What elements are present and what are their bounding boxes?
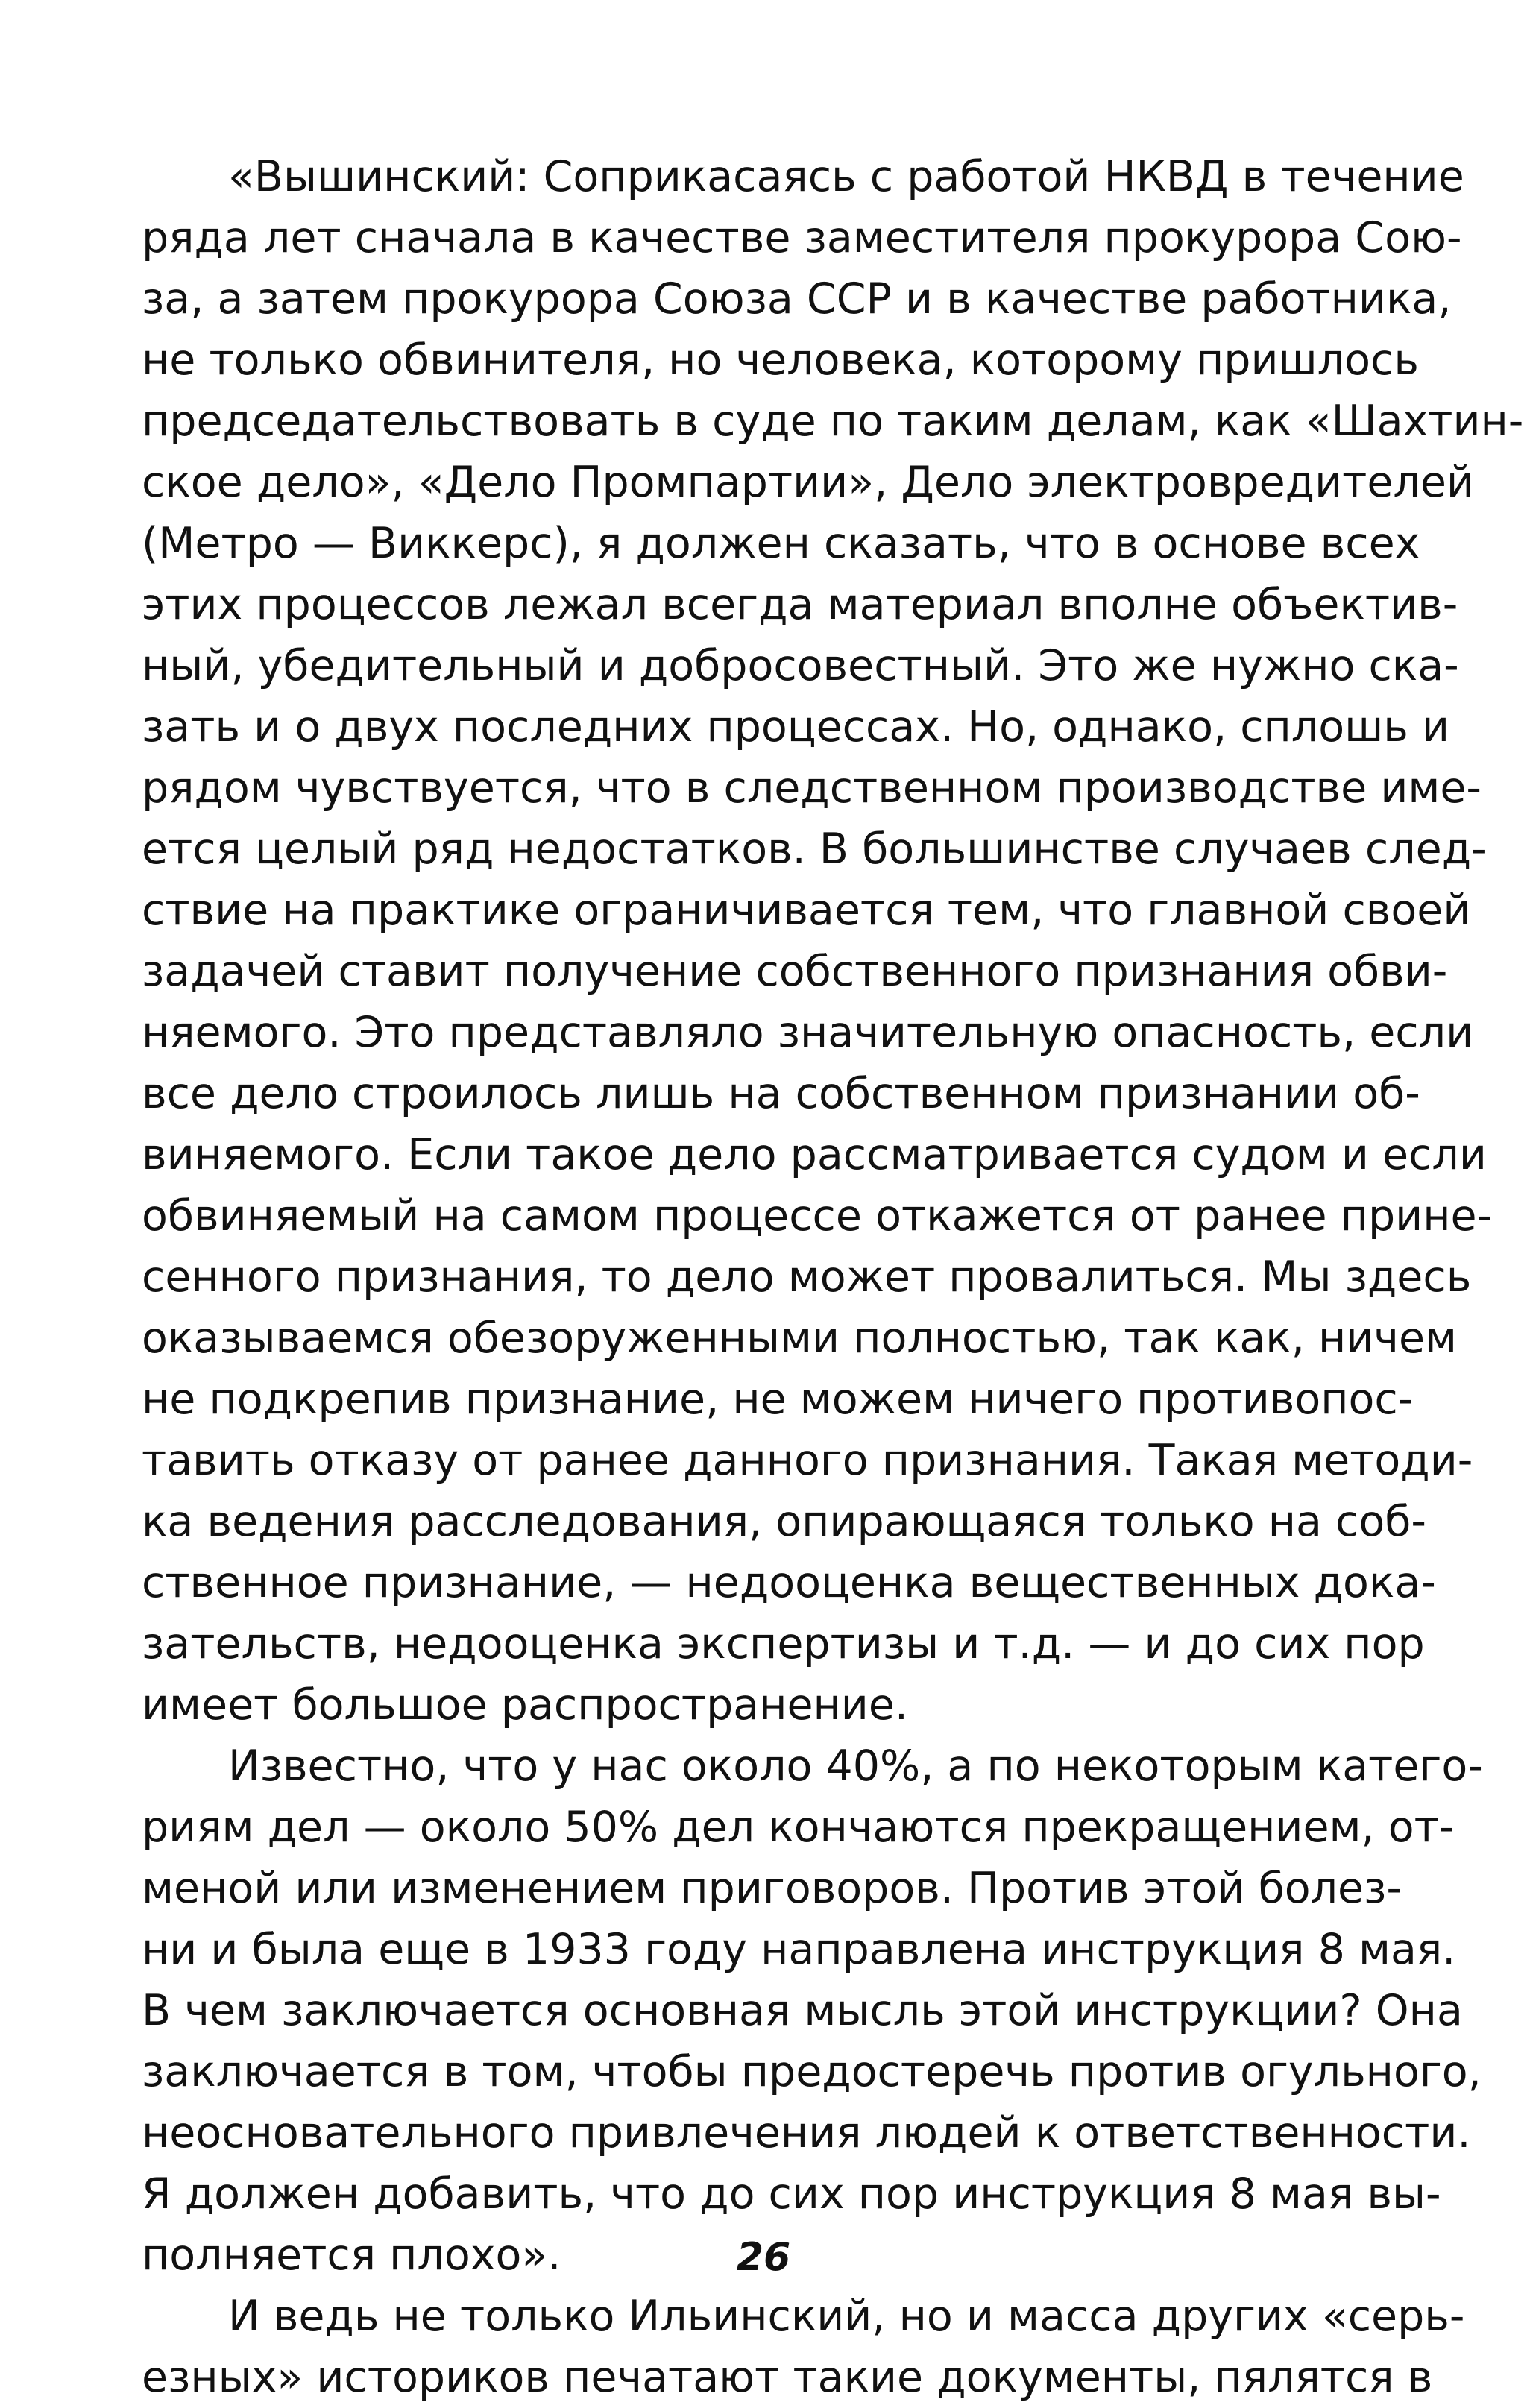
page-number: 26 <box>736 2235 791 2280</box>
text-line: ственное признание, — недооценка вещественных дока- <box>142 1558 1436 1607</box>
text-line: няемого. Это представляло значительную опасность, если <box>142 1008 1474 1057</box>
text-line: Известно, что у нас около 40%, а по некоторым катего- <box>228 1742 1483 1791</box>
text-line: полняется плохо». <box>142 2231 561 2280</box>
text-line: за, а затем прокурора Союза ССР и в качестве работника, <box>142 274 1452 324</box>
text-line: сенного признания, то дело может провалиться. Мы здесь <box>142 1252 1472 1302</box>
text-line: зательств, недооценка экспертизы и т.д. — и до сих пор <box>142 1619 1425 1668</box>
text-line: заключается в том, чтобы предостеречь против огульного, <box>142 2047 1482 2096</box>
text-line: оказываемся обезоруженными полностью, так как, ничем <box>142 1314 1458 1363</box>
text-line: «Вышинский: Соприкасаясь с работой НКВД в течение <box>228 152 1464 201</box>
text-line: ское дело», «Дело Промпартии», Дело электровредителей <box>142 458 1474 507</box>
text-line: И ведь не только Ильинский, но и масса других «серь- <box>228 2292 1465 2341</box>
text-line: обвиняемый на самом процессе откажется от ранее прине- <box>142 1191 1493 1241</box>
text-line: ряда лет сначала в качестве заместителя прокурора Сою- <box>142 213 1462 262</box>
text-line: меной или изменением приговоров. Против этой болез- <box>142 1864 1402 1913</box>
text-line: тавить отказу от ранее данного признания. Такая методи- <box>142 1436 1473 1485</box>
text-line: ется целый ряд недостатков. В большинстве случаев след- <box>142 825 1487 874</box>
text-line: ствие на практике ограничивается тем, что главной своей <box>142 886 1471 935</box>
text-line: не только обвинителя, но человека, которому пришлось <box>142 335 1419 385</box>
text-line: ный, убедительный и добросовестный. Это же нужно ска- <box>142 641 1459 690</box>
book-page-text <box>142 146 1524 2408</box>
text-line: рядом чувствуется, что в следственном производстве име- <box>142 763 1482 813</box>
text-line: ка ведения расследования, опирающаяся только на соб- <box>142 1497 1426 1546</box>
text-line: ни и была еще в 1933 году направлена инструкция 8 мая. <box>142 1925 1456 1974</box>
text-line: Я должен добавить, что до сих пор инструкция 8 мая вы- <box>142 2169 1441 2219</box>
text-line: имеет большое распространение. <box>142 1680 909 1730</box>
text-line: В чем заключается основная мысль этой инструкции? Она <box>142 1986 1463 2035</box>
text-line: задачей ставит получение собственного признания обви- <box>142 947 1448 996</box>
text-line: председательствовать в суде по таким делам, как «Шахтин- <box>142 397 1524 446</box>
text-line: все дело строилось лишь на собственном признании об- <box>142 1069 1420 1118</box>
text-line: виняемого. Если такое дело рассматривается судом и если <box>142 1130 1487 1179</box>
text-line: не подкрепив признание, не можем ничего противопос- <box>142 1375 1414 1424</box>
text-line: (Метро — Виккерс), я должен сказать, что в основе всех <box>142 519 1420 568</box>
text-line: неосновательного привлечения людей к ответственности. <box>142 2108 1471 2158</box>
text-line: этих процессов лежал всегда материал вполне объектив- <box>142 580 1458 629</box>
text-line: риям дел — около 50% дел кончаются прекращением, от- <box>142 1803 1455 1852</box>
text-line: езных» историков печатают такие документы, пялятся в <box>142 2353 1433 2402</box>
text-line: зать и о двух последних процессах. Но, однако, сплошь и <box>142 702 1450 751</box>
